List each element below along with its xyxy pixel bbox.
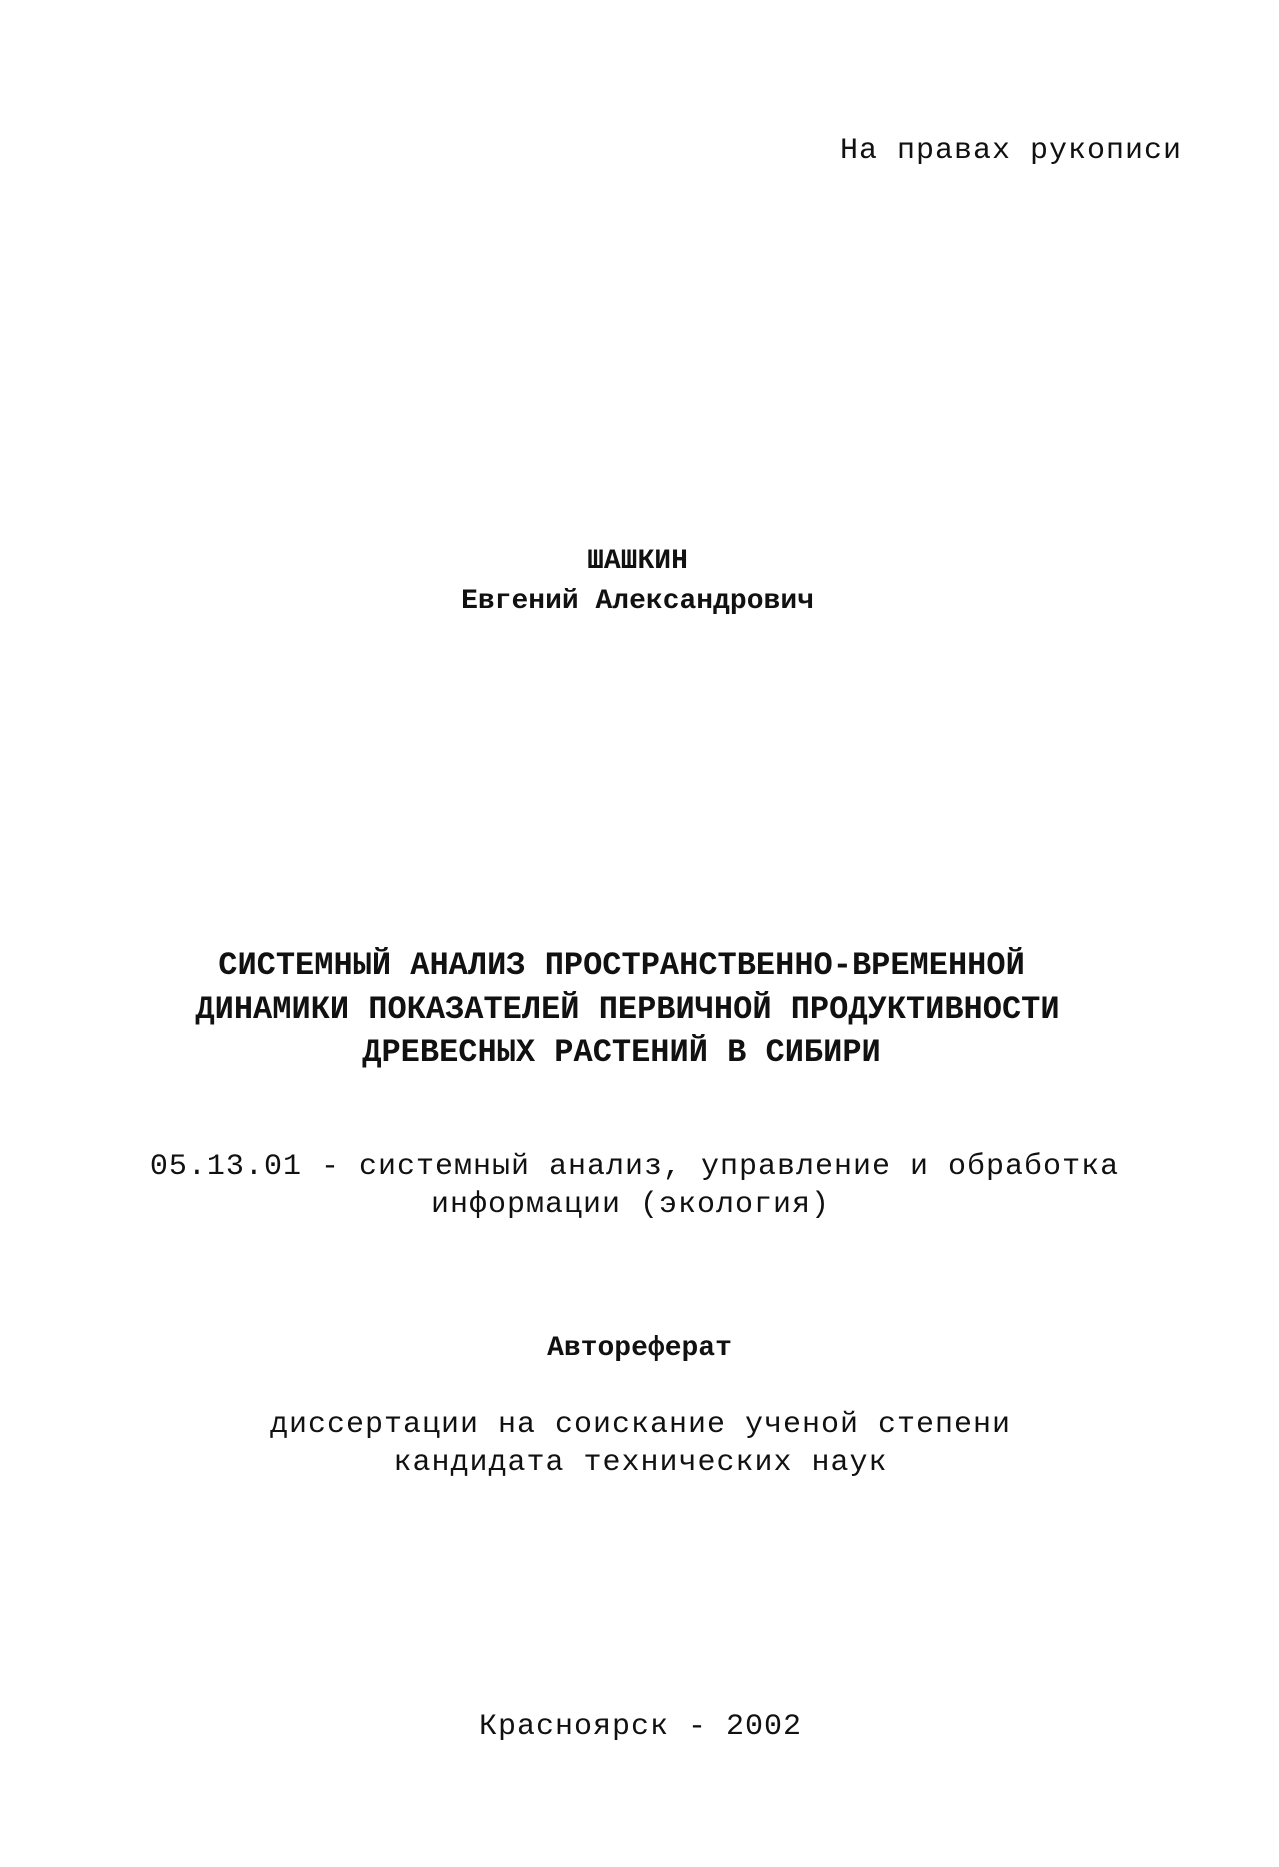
thesis-title-line-1: СИСТЕМНЫЙ АНАЛИЗ ПРОСТРАНСТВЕННО-ВРЕМЕННОЙ xyxy=(218,947,1025,984)
degree-description-line-2: кандидата технических наук xyxy=(393,1446,888,1480)
thesis-title-line-2: ДИНАМИКИ ПОКАЗАТЕЛЕЙ ПЕРВИЧНОЙ ПРОДУКТИВНОСТИ xyxy=(195,991,1060,1028)
author-surname: ШАШКИН xyxy=(587,546,688,577)
specialty-line-2: информации (экология) xyxy=(430,1188,831,1222)
thesis-title-line-3: ДРЕВЕСНЫХ РАСТЕНИЙ В СИБИРИ xyxy=(362,1034,881,1071)
manuscript-rights-note: На правах рукописи xyxy=(840,134,1183,168)
author-full-name: Евгений Александрович xyxy=(461,586,814,617)
degree-description-line-1: диссертации на соискание ученой степени xyxy=(269,1408,1012,1442)
specialty-line-1: 05.13.01 - системный анализ, управление и обработка xyxy=(149,1150,1120,1184)
city-year: Красноярск - 2002 xyxy=(478,1710,803,1744)
document-type-label: Автореферат xyxy=(547,1333,732,1364)
